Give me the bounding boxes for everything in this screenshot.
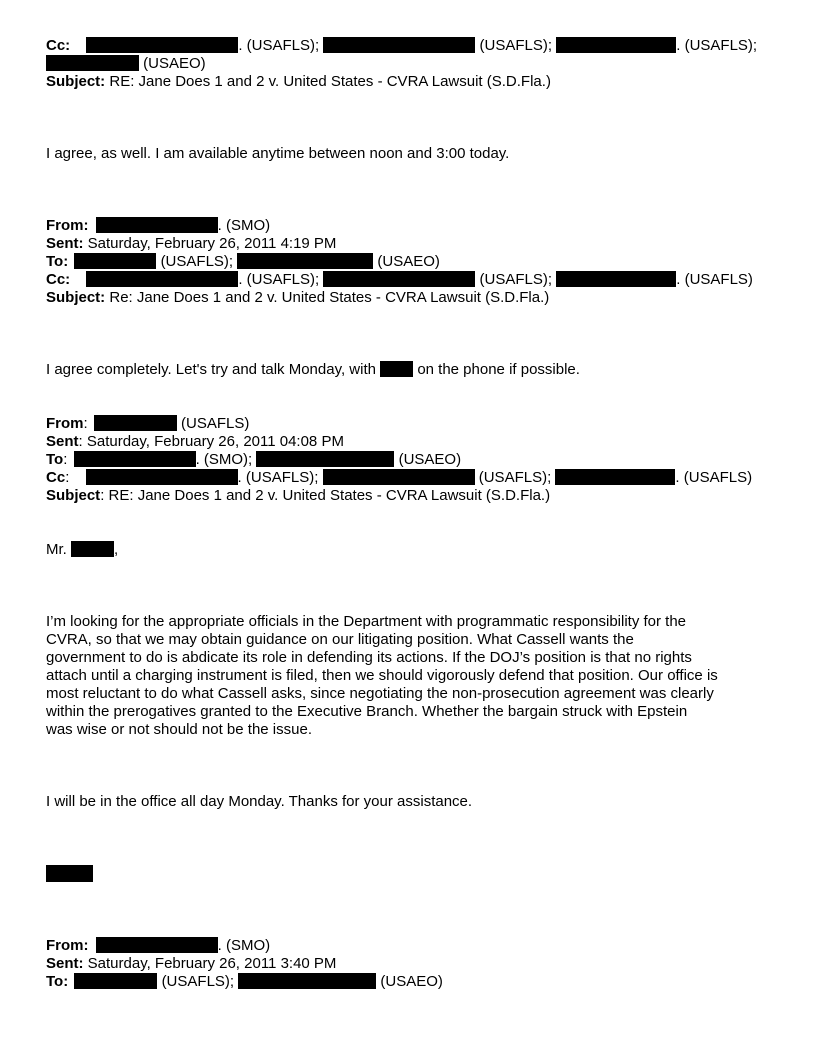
sent-date: Saturday, February 26, 2011 3:40 PM: [87, 955, 337, 972]
body-paragraph: [46, 613, 776, 739]
recipient-org: (USAFLS);: [161, 973, 235, 990]
recipient-org: (USAFLS);: [479, 37, 553, 54]
sent-label: Sent:: [46, 235, 84, 252]
salutation-suffix: ,: [114, 541, 119, 558]
redaction-bar: [556, 271, 676, 287]
redaction-bar: [94, 415, 177, 431]
recipient-org: . (USAFLS);: [238, 37, 320, 54]
message-text: [46, 361, 580, 379]
from-label: From:: [46, 217, 89, 234]
closing-text: I will be in the office all day Monday. Thanks for your assistance.: [46, 793, 473, 810]
recipient-org: . (USAFLS);: [238, 271, 320, 288]
sent-label: Sent: [46, 433, 79, 450]
header-to-line: [46, 253, 440, 271]
recipient-org: (USAEO): [398, 451, 462, 468]
recipient-org: . (USAFLS);: [237, 469, 319, 486]
header-subject-line: [46, 73, 551, 91]
subject-text: Re: Jane Does 1 and 2 v. United States - CVRA Lawsuit (S.D.Fla.): [109, 289, 550, 306]
message-text-before: I agree completely. Let's try and talk Monday, with: [46, 361, 376, 378]
salutation: [46, 541, 118, 559]
header-cc-line: [46, 37, 757, 55]
body-line: within the prerogatives granted to the Executive Branch. Whether the bargain struck with Epstein: [46, 703, 688, 720]
header-from-line: [46, 415, 249, 433]
recipient-org: . (SMO);: [195, 451, 253, 468]
sender-org: . (SMO): [217, 937, 271, 954]
header-cc-line: [46, 271, 753, 289]
redaction-bar: [74, 973, 157, 989]
subject-text: RE: Jane Does 1 and 2 v. United States - CVRA Lawsuit (S.D.Fla.): [109, 73, 551, 90]
recipient-org: (USAEO): [143, 55, 206, 72]
redaction-bar: [238, 973, 376, 989]
redaction-bar: [237, 253, 373, 269]
cc-label: Cc:: [46, 271, 71, 288]
redaction-bar: [555, 469, 675, 485]
sender-org: . (SMO): [217, 217, 271, 234]
cc-label: Cc:: [46, 37, 71, 54]
recipient-org: . (USAFLS): [676, 271, 753, 288]
recipient-org: (USAFLS);: [160, 253, 234, 270]
redaction-bar: [96, 217, 218, 233]
sent-date: : Saturday, February 26, 2011 04:08 PM: [78, 433, 344, 450]
sent-date: Saturday, February 26, 2011 4:19 PM: [87, 235, 337, 252]
body-line: I’m looking for the appropriate officials in the Department with programmatic responsibility for the: [46, 613, 687, 630]
body-line: was wise or not should not be the issue.: [46, 721, 312, 738]
header-from-line: [46, 937, 270, 955]
body-line: most reluctant to do what Cassell asks, since negotiating the non-prosecution agreement was clearly: [46, 685, 714, 702]
cc-colon: :: [65, 469, 70, 486]
redaction-bar: [323, 37, 475, 53]
recipient-org: (USAFLS);: [479, 271, 553, 288]
redaction-bar: [86, 37, 238, 53]
body-line: CVRA, so that we may obtain guidance on our litigating position. What Cassell wants the: [46, 631, 634, 648]
header-subject-line: [46, 289, 549, 307]
header-to-line: [46, 973, 443, 991]
redaction-bar: [256, 451, 394, 467]
recipient-org: (USAEO): [380, 973, 443, 990]
salutation-prefix: Mr.: [46, 541, 67, 558]
recipient-org: (USAEO): [377, 253, 440, 270]
signature-redaction: [46, 865, 93, 882]
redaction-bar: [323, 271, 475, 287]
header-sent-line: [46, 235, 336, 253]
to-label: To:: [46, 973, 69, 990]
recipient-org: (USAFLS);: [478, 469, 552, 486]
header-cc-continuation: [46, 55, 206, 73]
subject-label: Subject:: [46, 289, 106, 306]
recipient-org: . (USAFLS): [675, 469, 753, 486]
to-label: To: [46, 451, 64, 468]
subject-label: Subject:: [46, 73, 106, 90]
redaction-bar: [74, 451, 196, 467]
to-label: To:: [46, 253, 69, 270]
recipient-org: . (USAFLS);: [676, 37, 758, 54]
message-text: I agree, as well. I am available anytime between noon and 3:00 today.: [46, 145, 510, 162]
to-colon: :: [63, 451, 68, 468]
header-sent-line: [46, 955, 336, 973]
redaction-bar: [556, 37, 676, 53]
header-sent-line: [46, 433, 344, 451]
body-line: government to do is abdicate its role in defending its actions. If the DOJ’s position is that no rights: [46, 649, 692, 666]
header-from-line: [46, 217, 270, 235]
redaction-bar: [71, 541, 114, 557]
redaction-bar: [74, 253, 156, 269]
from-label: From:: [46, 937, 89, 954]
header-cc-line: [46, 469, 752, 487]
header-to-line: [46, 451, 461, 469]
redaction-bar: [46, 55, 139, 71]
from-label: From: [46, 415, 84, 432]
message-text-after: on the phone if possible.: [417, 361, 580, 378]
body-line: attach until a charging instrument is filed, then we should vigorously defend that position. Our office is: [46, 667, 718, 684]
redaction-bar: [323, 469, 475, 485]
redaction-bar: [86, 271, 238, 287]
sent-label: Sent:: [46, 955, 84, 972]
subject-text: : RE: Jane Does 1 and 2 v. United States - CVRA Lawsuit (S.D.Fla.): [100, 487, 551, 504]
header-subject-line: [46, 487, 550, 505]
sender-org: (USAFLS): [181, 415, 250, 432]
subject-label: Subject: [46, 487, 101, 504]
redaction-bar: [86, 469, 238, 485]
redaction-bar: [380, 361, 413, 377]
from-colon: :: [83, 415, 88, 432]
cc-label: Cc: [46, 469, 66, 486]
redaction-bar: [96, 937, 218, 953]
